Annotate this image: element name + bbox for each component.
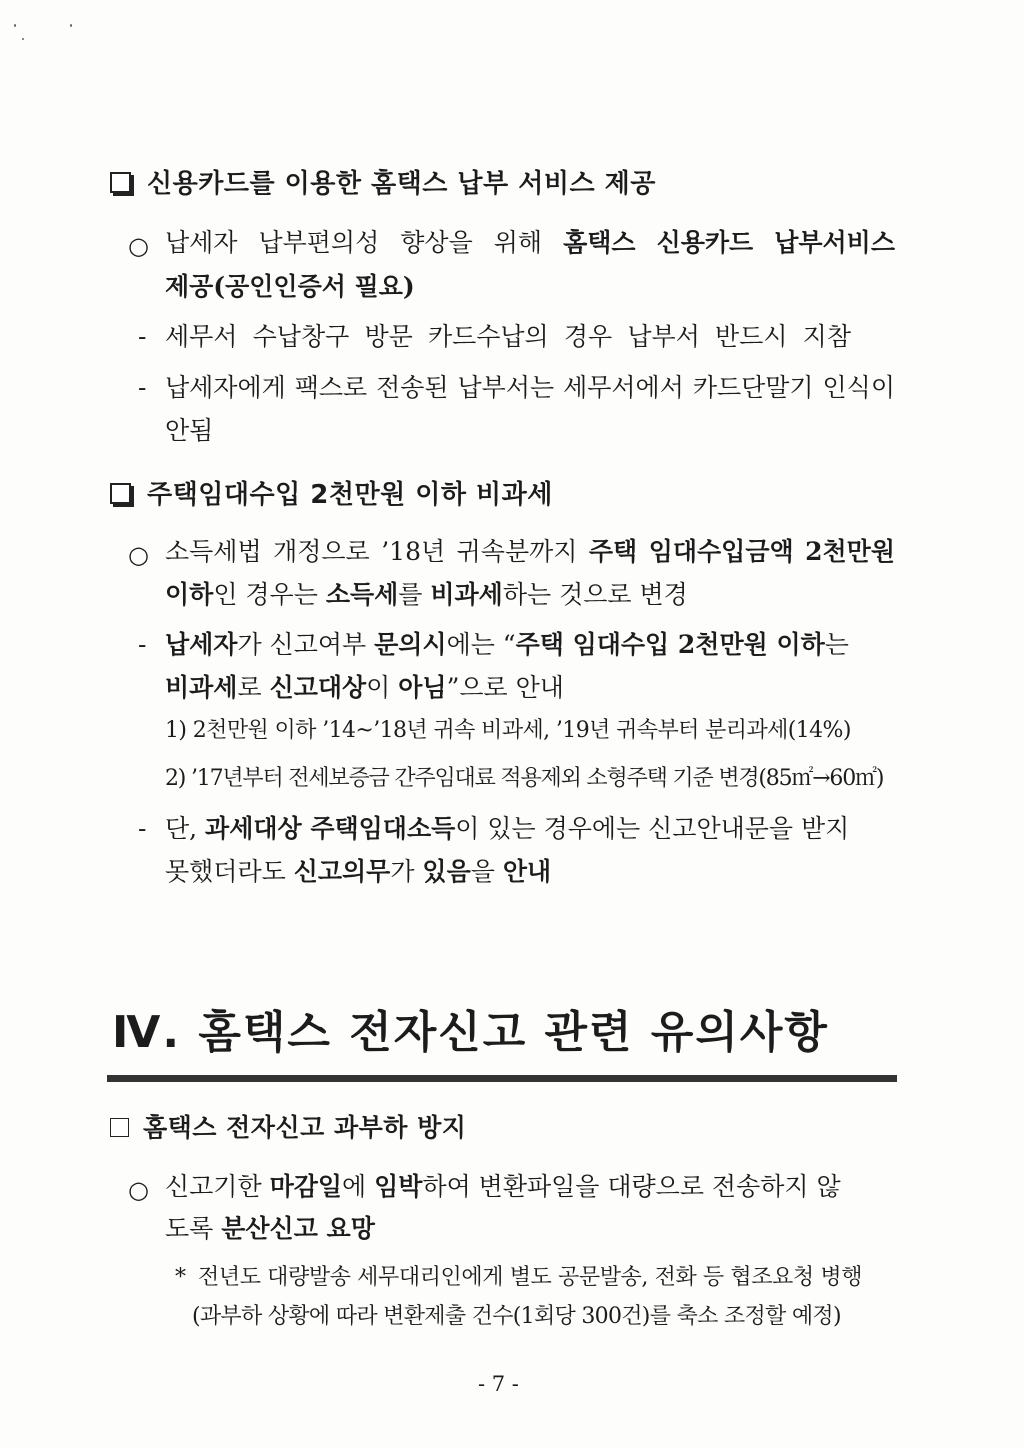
checkbox-square-icon xyxy=(110,1118,129,1137)
section-2-heading xyxy=(110,474,553,511)
section-1-dash-2-line-1: 납세자에게 팩스로 전송된 납부서는 세무서에서 카드단말기 인식이 xyxy=(165,373,895,402)
bullet-marker: ○ xyxy=(128,1176,149,1204)
subsection-heading xyxy=(110,1108,466,1144)
bullet-marker: ○ xyxy=(128,541,149,569)
note-1: 1) 2천만원 이하 ’14~’18년 귀속 비과세, ’19년 귀속부터 분리과세(14%) xyxy=(165,718,851,743)
subsection-note-line-1: 전년도 대량발송 세무대리인에게 별도 공문발송, 전화 등 협조요청 병행 xyxy=(198,1265,863,1290)
section-2-title: 주택임대수입 2천만원 이하 비과세 xyxy=(147,480,553,510)
section-1-bullet-line-1: 납세자 납부편의성 향상을 위해 홈택스 신용카드 납부서비스 xyxy=(165,228,895,257)
section-1-title: 신용카드를 이용한 홈택스 납부 서비스 제공 xyxy=(147,169,656,199)
section-2-bullet-line-2: 이하인 경우는 소득세를 비과세하는 것으로 변경 xyxy=(165,580,688,609)
note-marker: * xyxy=(175,1265,186,1290)
subsection-bullet-line-2: 도록 분산신고 요망 xyxy=(165,1214,375,1243)
section-2-dash-1-line-1: 납세자가 신고여부 문의시에는 “주택 임대수입 2천만원 이하는 xyxy=(165,630,849,659)
note-2: 2) ’17년부터 전세보증금 간주임대료 적용제외 소형주택 기준 변경(85㎡→60㎡) xyxy=(165,766,884,791)
dash-marker: - xyxy=(138,373,147,402)
section-2-dash-1-line-2: 비과세로 신고대상이 아님”으로 안내 xyxy=(165,673,564,702)
scan-speck xyxy=(70,24,72,27)
scan-speck xyxy=(22,38,24,40)
section-2-dash-2-line-1: 단, 과세대상 주택임대소득이 있는 경우에는 신고안내문을 받지 xyxy=(165,814,850,843)
dash-marker: - xyxy=(138,814,147,843)
chapter-divider xyxy=(107,1075,897,1082)
scan-speck xyxy=(14,24,16,27)
dash-marker: - xyxy=(138,322,147,351)
bullet-marker: ○ xyxy=(128,232,149,260)
section-1-dash-1: 세무서 수납창구 방문 카드수납의 경우 납부서 반드시 지참 xyxy=(165,322,851,351)
section-1-dash-2-line-2: 안됨 xyxy=(165,416,214,445)
subsection-title: 홈택스 전자신고 과부하 방지 xyxy=(143,1113,467,1142)
section-2-bullet-line-1: 소득세법 개정으로 ’18년 귀속분까지 주택 임대수입금액 2천만원 xyxy=(165,537,895,566)
subsection-bullet-line-1: 신고기한 마감일에 임박하여 변환파일을 대량으로 전송하지 않 xyxy=(165,1172,841,1201)
section-2-dash-2-line-2: 못했더라도 신고의무가 있음을 안내 xyxy=(165,857,552,886)
section-1-heading xyxy=(110,163,656,200)
checkbox-square-icon xyxy=(110,483,131,504)
dash-marker: - xyxy=(138,630,147,659)
chapter-title: Ⅳ. 홈택스 전자신고 관련 유의사항 xyxy=(112,1007,829,1058)
subsection-note-line-2: (과부하 상황에 따라 변환제출 건수(1회당 300건)를 축소 조정할 예정) xyxy=(192,1304,841,1329)
checkbox-square-icon xyxy=(110,172,131,193)
page-number: - 7 - xyxy=(478,1372,519,1396)
section-1-bullet-line-2: 제공(공인인증서 필요) xyxy=(165,272,415,301)
